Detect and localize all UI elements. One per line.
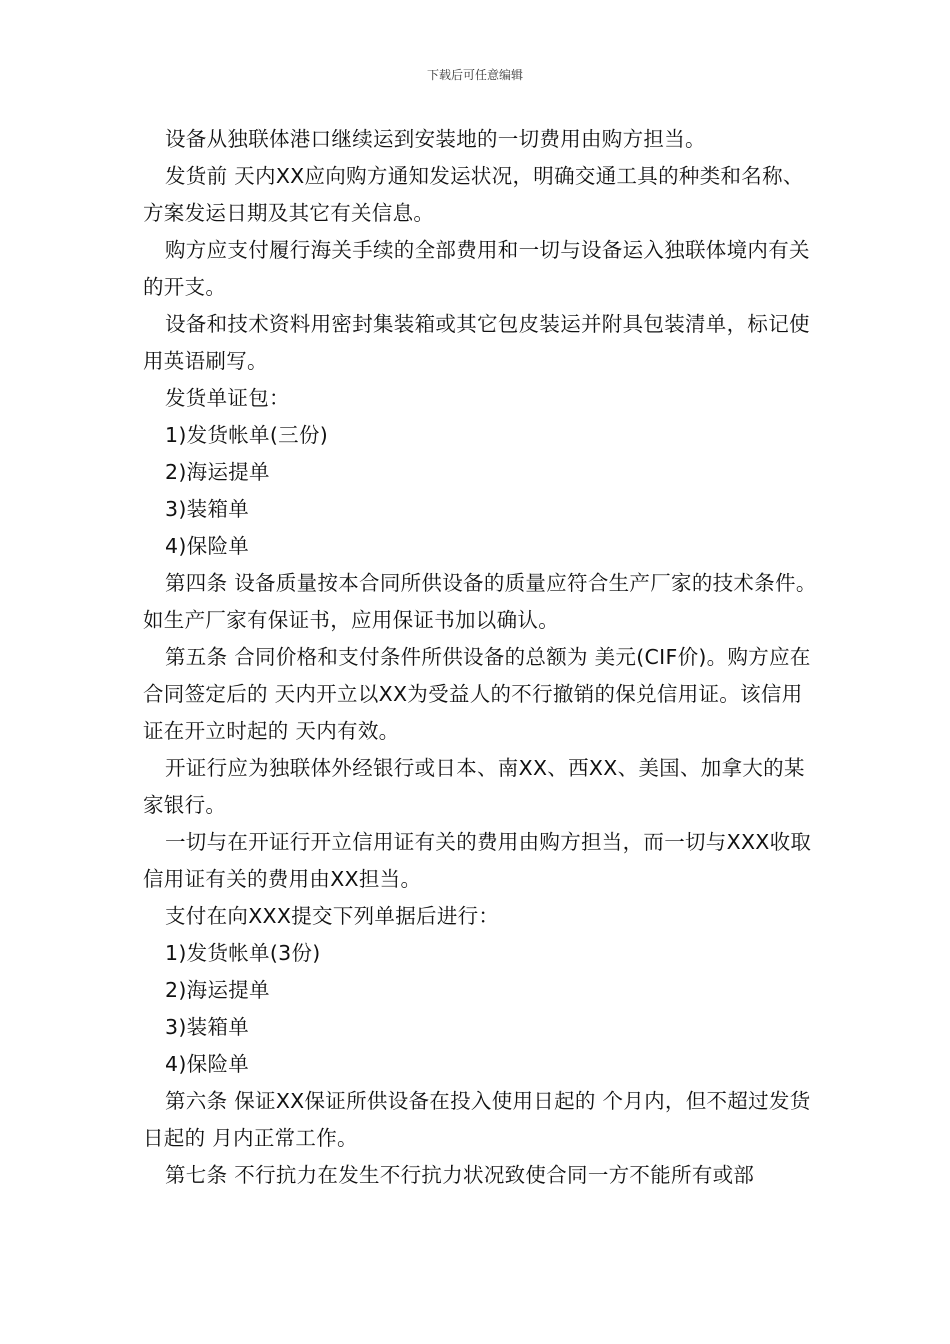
list-item: 2)海运提单 (165, 460, 270, 484)
paragraph-1: 设备从独联体港口继续运到安装地的一切费用由购方担当。 (165, 127, 706, 151)
list-item: 4)保险单 (165, 534, 250, 558)
article-6: 第六条 保证XX保证所供设备在投入使用日起的 个月内，但不超过发货日起的 月内正常工作。 (143, 1089, 811, 1150)
article-4: 第四条 设备质量按本合同所供设备的质量应符合生产厂家的技术条件。如生产厂家有保证书，应用保证书加以确认。 (143, 571, 817, 632)
article-5: 第五条 合同价格和支付条件所供设备的总额为 美元(CIF价)。购方应在合同签定后的 天内开立以XX为受益人的不行撤销的保兑信用证。该信用证在开立时起的 天内有效。 (143, 645, 811, 743)
list-item: 3)装箱单 (165, 497, 250, 521)
list-item: 1)发货帐单(三份) (165, 423, 329, 447)
paragraph-bank: 开证行应为独联体外经银行或日本、南XX、西XX、美国、加拿大的某家银行。 (143, 756, 805, 817)
list-item: 3)装箱单 (165, 1015, 250, 1039)
paragraph-fees: 一切与在开证行开立信用证有关的费用由购方担当，而一切与XXX收取信用证有关的费用由XX担当。 (143, 830, 812, 891)
list-item: 4)保险单 (165, 1052, 250, 1076)
paragraph-4: 设备和技术资料用密封集装箱或其它包皮装运并附具包装清单，标记使用英语刷写。 (143, 312, 810, 373)
paragraph-3: 购方应支付履行海关手续的全部费用和一切与设备运入独联体境内有关的开支。 (143, 238, 810, 299)
paragraph-payment: 支付在向XXX提交下列单据后进行： (165, 904, 500, 928)
paragraph-5: 发货单证包： (165, 386, 290, 410)
list-item: 1)发货帐单(3份) (165, 941, 321, 965)
page-header: 下载后可任意编辑 (426, 68, 523, 82)
document-body (143, 121, 823, 1194)
paragraph-2: 发货前 天内XX应向购方通知发运状况，明确交通工具的种类和名称、方案发运日期及其它有关信息。 (143, 164, 804, 225)
list-item: 2)海运提单 (165, 978, 270, 1002)
article-7: 第七条 不行抗力在发生不行抗力状况致使合同一方不能所有或部 (165, 1163, 755, 1187)
